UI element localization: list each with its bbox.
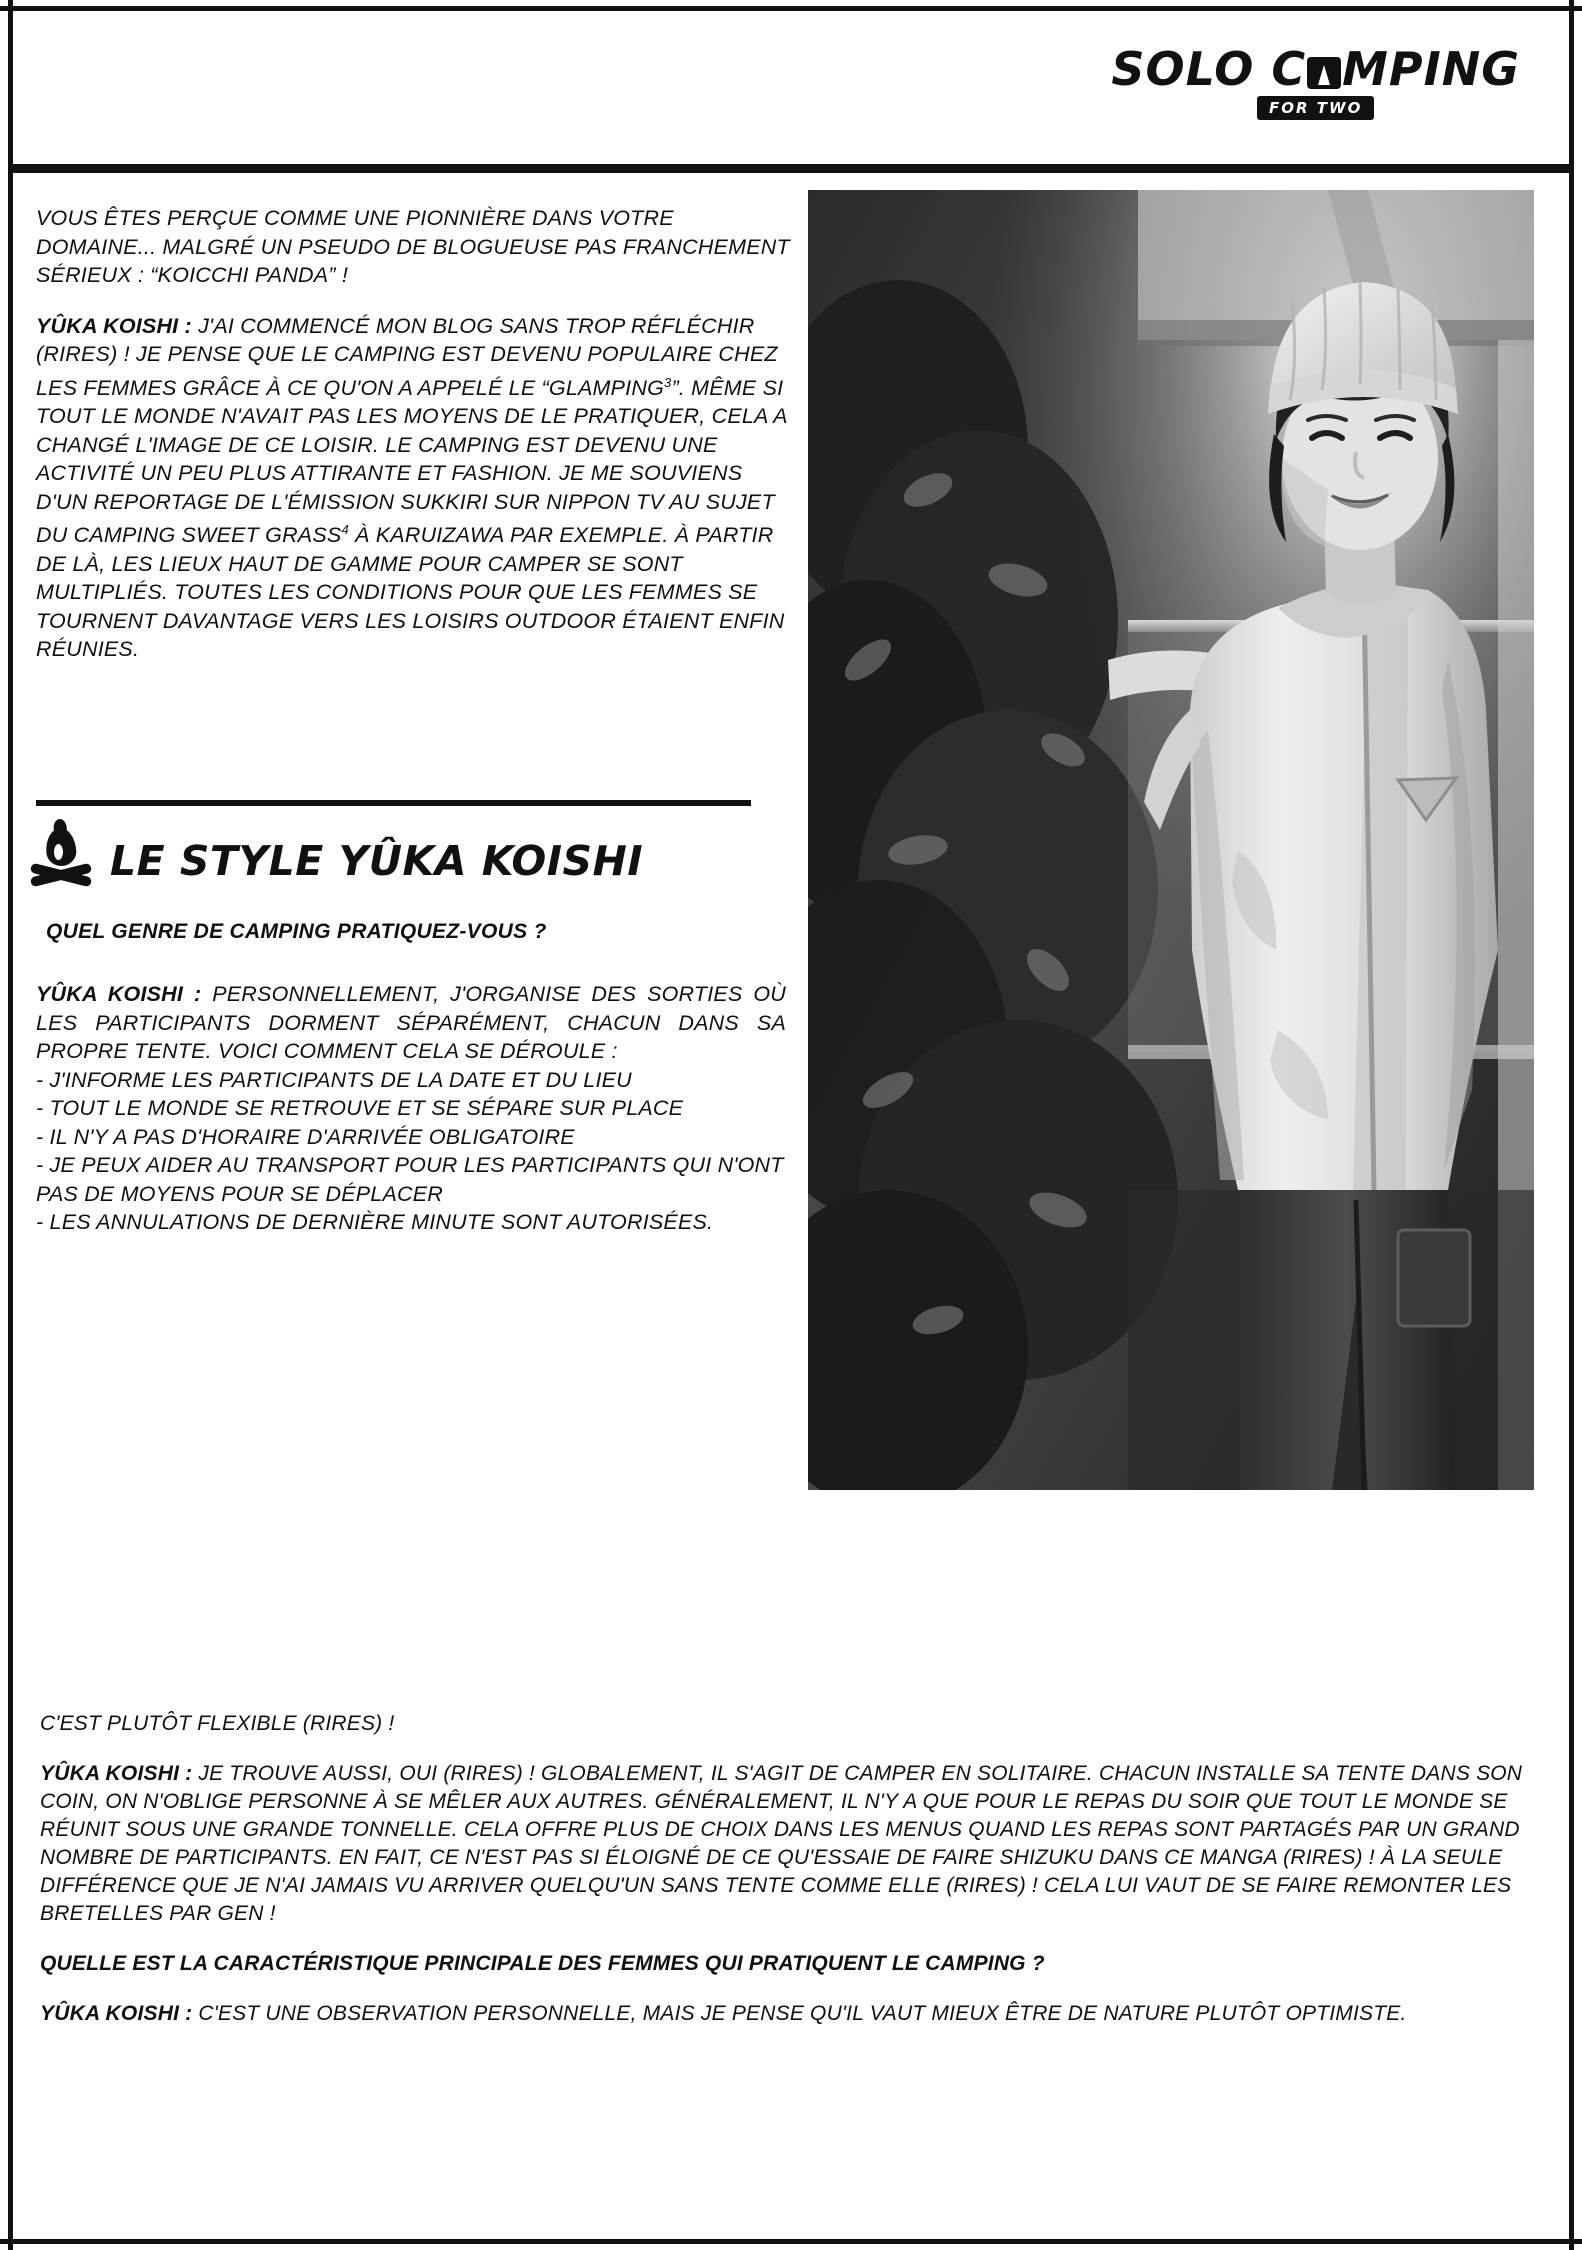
page-border-left (8, 0, 13, 2250)
lower-column (40, 1710, 1540, 2050)
answer-1-text2: ”. MÊME SI TOUT LE MONDE N'AVAIT PAS LES MOYENS DE LE PRATIQUER, CELA A CHANGÉ L'IMAGE DE CE LOISIR. LE CAMPING EST DEVENU UNE ACTIVITÉ UN PEU PLUS ATTIRANTE ET FASHION. JE ME SOUVIENS D'UN REPORTAGE DE L'ÉMISSION SUKKIRI SUR NIPPON TV AU SUJET DU CAMPING SWEET GRASS (36, 375, 787, 548)
solo-camping-logo (1111, 42, 1520, 120)
answer-3-text: JE TROUVE AUSSI, OUI (RIRES) ! GLOBALEMENT, IL S'AGIT DE CAMPER EN SOLITAIRE. CHACUN INSTALLE SA TENTE DANS SON COIN, ON N'OBLIGE PERSONNE À SE MÊLER AUX AUTRES. GÉNÉRALEMENT, IL N'Y A QUE POUR LE REPAS DU SOIR QUE TOUT LE MONDE SE RÉUNIT SOUS UNE GRANDE TONNELLE. CELA OFFRE PLUS DE CHOIX DANS LES MENUS QUAND LES REPAS SONT PARTAGÉS PAR UN GRAND NOMBRE DE PARTICIPANTS. EN FAIT, CE N'EST PAS SI ÉLOIGNÉ DE CE QU'ESSAIE DE FAIRE SHIZUKU DANS CE MANGA (RIRES) ! À LA SEULE DIFFÉRENCE QUE JE N'AI JAMAIS VU ARRIVER QUELQU'UN SANS TENTE COMME ELLE (RIRES) ! CELA LUI VAUT DE SE FAIRE REMONTER LES BRETELLES PAR GEN ! (40, 1762, 1523, 1925)
answer-3 (40, 1760, 1540, 1928)
question-2: QUEL GENRE DE CAMPING PRATIQUEZ-VOUS ? (46, 920, 547, 943)
answer-1-text3: À KARUIZAWA PAR EXEMPLE. À PARTIR DE LÀ, LES LIEUX HAUT DE GAMME POUR CAMPER SE SONT MULTIPLIÉS. TOUTES LES CONDITIONS POUR QUE LES FEMMES SE TOURNENT DAVANTAGE VERS LES LOISIRS OUTDOOR ÉTAIENT ENFIN RÉUNIES. (36, 523, 785, 662)
answer-1-speaker: YÛKA KOISHI : (36, 313, 192, 338)
section-heading (30, 828, 643, 894)
campfire-icon (30, 828, 92, 894)
tent-icon (1307, 55, 1341, 89)
answer-3-speaker: YÛKA KOISHI : (40, 1762, 193, 1785)
logo-title-part2: MPING (1342, 42, 1520, 96)
question-3: C'EST PLUTÔT FLEXIBLE (RIRES) ! (40, 1712, 395, 1735)
interview-photo (808, 190, 1534, 1490)
page-border-top (0, 6, 1582, 11)
masthead (0, 18, 1582, 150)
page-border-right (1569, 0, 1574, 2250)
footnote-ref-4: 4 (341, 522, 349, 538)
answer-2-bullet-4: - JE PEUX AIDER AU TRANSPORT POUR LES PARTICIPANTS QUI N'ONT PAS DE MOYENS POUR SE DÉPLACER (36, 1153, 784, 1206)
masthead-divider (13, 164, 1569, 173)
left-column (36, 204, 796, 686)
section-title: LE STYLE YÛKA KOISHI (110, 837, 644, 885)
footnote-ref-3: 3 (664, 374, 672, 390)
question-4: QUELLE EST LA CARACTÉRISTIQUE PRINCIPALE DES FEMMES QUI PRATIQUENT LE CAMPING ? (40, 1952, 1045, 1975)
answer-2-speaker: YÛKA KOISHI : (36, 982, 202, 1006)
answer-4-speaker: YÛKA KOISHI : (40, 2002, 193, 2025)
answer-4-text: C'EST UNE OBSERVATION PERSONNELLE, MAIS JE PENSE QU'IL VAUT MIEUX ÊTRE DE NATURE PLUTÔT OPTIMISTE. (192, 2002, 1407, 2025)
logo-title-part1: SOLO C (1111, 42, 1307, 96)
page-border-bottom (0, 2239, 1582, 2244)
answer-2-bullet-2: - TOUT LE MONDE SE RETROUVE ET SE SÉPARE SUR PLACE (36, 1096, 684, 1120)
answer-2-bullet-1: - J'INFORME LES PARTICIPANTS DE LA DATE ET DU LIEU (36, 1067, 632, 1092)
section-divider (36, 800, 751, 806)
answer-2-text: PERSONNELLEMENT, J'ORGANISE DES SORTIES OÙ LES PARTICIPANTS DORMENT SÉPARÉMENT, CHACUN DANS SA PROPRE TENTE. VOICI COMMENT CELA SE DÉROULE : (36, 982, 786, 1063)
answer-2-bullet-3: - IL N'Y A PAS D'HORAIRE D'ARRIVÉE OBLIGATOIRE (36, 1124, 575, 1149)
logo-subtitle: FOR TWO (1257, 96, 1374, 120)
answer-4 (40, 2000, 1540, 2028)
question-1: VOUS ÊTES PERÇUE COMME UNE PIONNIÈRE DANS VOTRE DOMAINE... MALGRÉ UN PSEUDO DE BLOGUEUSE PAS FRANCHEMENT SÉRIEUX : “KOICCHI PANDA” ! (36, 206, 790, 287)
answer-2-bullet-5: - LES ANNULATIONS DE DERNIÈRE MINUTE SONT AUTORISÉES. (36, 1210, 714, 1234)
answer-1 (36, 312, 796, 664)
answer-1-text: J'AI COMMENCÉ MON BLOG SANS TROP RÉFLÉCHIR (RIRES) ! JE PENSE QUE LE CAMPING EST DEVENU POPULAIRE CHEZ LES FEMMES GRÂCE À CE QU'ON A APPELÉ LE “GLAMPING (36, 313, 778, 400)
logo-title (1111, 42, 1520, 96)
answer-2 (36, 980, 786, 1066)
answer-2-block (36, 980, 786, 1237)
